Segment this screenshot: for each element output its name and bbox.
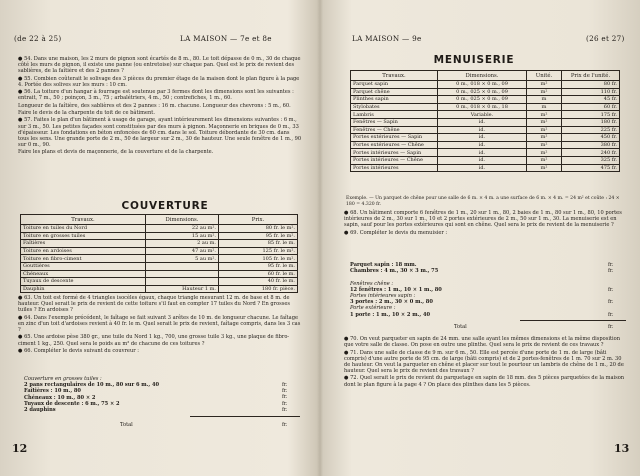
right-exercises-2 — [344, 336, 626, 389]
left-page — [0, 0, 316, 476]
exercise-63: ● 63. Un toit est formé de 4 triangles isocèles égaux, chaque triangle mesurant 12 m. de base et 8 m. de hauteur. Quel serait le prix de revient de cette toiture s'il faut en compter 17 tuiles du Nord ? En grosses tuiles ? En ardoises ? — [18, 295, 291, 314]
exercise-57: ● 57. Faites le plan d'un bâtiment à usage de garage, ayant intérieurement les dimensions suivantes : 6 m., sur 3 m., 50. Les petites façades sont constituées par des murs à pignon. Maçonnerie en briques de 0 m., 33 d'épaisseur. Les fondations en béton enfoncées de 60 cm. dans le sol. Toiture débordante de 30 cm. dans tous les sens. Une grande porte de 2 m., 50 de largeur sur 2 m., 30 de hauteur. Une seule fenêtre de 1 m., 90 sur 0 m., 90. — [18, 117, 302, 149]
devis-line: Chambres : 4 m., 30 × 3 m., 75 — [350, 268, 439, 275]
table-row — [351, 141, 620, 149]
cell: 2 au m. — [146, 240, 219, 248]
table-row — [351, 156, 620, 164]
col-prix-unite: Prix de l'unité. — [562, 71, 620, 81]
exercise-56-task: Faire le devis de la charpente du toit de ce bâtiment. — [18, 110, 155, 116]
cell: id. — [438, 149, 527, 157]
cell: m² — [527, 141, 562, 149]
cell: Plinthes sapin — [351, 96, 438, 104]
table-row — [21, 255, 298, 263]
cell: Portes intérieures — Chêne — [351, 156, 438, 164]
fr-label: fr. — [282, 394, 288, 401]
left-exercises-2 — [18, 295, 302, 355]
left-header-range: (de 22 à 25) — [14, 34, 62, 43]
cell: Toiture en fibro-ciment — [21, 255, 146, 263]
right-total-label: Total — [454, 324, 467, 330]
col-travaux: Travaux. — [21, 215, 146, 225]
cell: Portes extérieures — Sapin — [351, 134, 438, 142]
left-fr-column — [282, 382, 302, 413]
exercise-70: ● 70. On veut parqueter en sapin de 24 mm. une salle ayant les mêmes dimensions et la même disposition que votre salle de classe. On pose en outre une plinthe. Quel sera le prix de revient de ces travaux ? — [344, 336, 620, 349]
menuiserie-table — [350, 70, 620, 172]
devis-line: 2 dauphins — [24, 407, 56, 414]
cell: Hauteur 1 m. — [146, 285, 219, 293]
cell: 22 au m². — [146, 225, 219, 233]
cell: id. — [438, 118, 527, 126]
table-row — [21, 270, 298, 278]
fr-label: fr. — [608, 268, 614, 275]
cell: Portes intérieures — [351, 164, 438, 172]
table-row — [21, 262, 298, 270]
cell: 0 m., 018 × 0 m., 18 — [438, 103, 527, 111]
cell: Chéneaux — [21, 270, 146, 278]
table-row — [21, 247, 298, 255]
table-row — [351, 164, 620, 172]
cell: 0 m., 025 × 0 m., 09 — [438, 96, 527, 104]
fr-spacer — [608, 274, 628, 286]
cell: id. — [438, 141, 527, 149]
cell: Fenêtres — Chêne — [351, 126, 438, 134]
cell: Parquet chêne — [351, 88, 438, 96]
cell: 80 fr. — [562, 81, 620, 89]
cell: Variable. — [438, 111, 527, 119]
table-row — [21, 278, 298, 286]
exercise-56: ● 56. La toiture d'un hangar à fourrage est soutenue par 3 fermes dont les dimensions sont les suivantes : entrait, 7 m., 50 ; poinçon, 3 m., 75 ; arbalétriers, 4 m., 50 ; contrefiches, 1 m., 60. — [18, 89, 294, 102]
devis-heading: Couverture en grosses tuiles : — [24, 376, 102, 382]
table-row — [351, 149, 620, 157]
cell: id. — [438, 156, 527, 164]
devis-line: 1 porte : 1 m., 10 × 2 m., 40 — [350, 311, 431, 318]
table-row — [351, 81, 620, 89]
left-total-label: Total — [120, 422, 133, 428]
cell: 47 au m². — [146, 247, 219, 255]
cell: Toiture en grosses tuiles — [21, 232, 146, 240]
cell: 175 fr. — [562, 111, 620, 119]
fr-label: fr. — [608, 286, 614, 293]
devis-line: Portes intérieures sapin : — [350, 293, 416, 299]
cell: m² — [527, 88, 562, 96]
cell — [146, 270, 219, 278]
cell: m² — [527, 149, 562, 157]
cell: 60 fr. le m. — [219, 270, 298, 278]
exercise-72: ● 72. Quel serait le prix de revient du parquetage en sapin de 18 mm. des 5 pièces parquetées de la maison dont le plan figure à la page 4 ? On place des plinthes dans les 5 pièces. — [344, 375, 625, 388]
cell: 105 fr. le m². — [219, 255, 298, 263]
cell: m² — [527, 111, 562, 119]
cell: m² — [527, 81, 562, 89]
section-title-menuiserie: MENUISERIE — [433, 54, 515, 66]
cell: 475 fr. — [562, 164, 620, 172]
fr-label: fr. — [608, 311, 614, 318]
section-title-couverture: COUVERTURE — [121, 200, 209, 212]
devis-line: 2 pans rectangulaires de 10 m., 80 sur 6 m., 40 — [24, 382, 160, 389]
table-row — [351, 126, 620, 134]
fr-label: fr. — [282, 388, 288, 395]
table-row — [21, 285, 298, 293]
devis-subheading: Fenêtres chêne : — [350, 280, 394, 287]
table-row — [351, 134, 620, 142]
table-row — [351, 96, 620, 104]
cell: m — [527, 96, 562, 104]
col-dimensions: Dimensions. — [146, 215, 219, 225]
exercise-56-lengths: Longueur de la faîtière, des sablières et des 2 pannes : 16 m. chacune. Longueur des chevrons : 5 m., 60. — [18, 102, 291, 109]
devis-line: Porte extérieure : — [350, 305, 396, 312]
exercise-65: ● 65. Une ardoise pèse 380 gr., une tuile du Nord 1 kg., 700, une grosse tuile 3 kg., une plaque de fibro-ciment 1 kg., 250. Quel sera le poids au m² de chacune de ces toitures ? — [18, 334, 290, 347]
exercise-54: ● 54. Dans une maison, les 2 murs de pignon sont écartés de 8 m., 80. Le toit dépasse de 0 m., 30 de chaque côté les murs de pignon, il existe une panne (ou entretoise) sur chaque pan. Quel est le prix de revient des sablières, de la faîtière et des 2 pannes ? — [18, 56, 301, 75]
fr-label: fr. — [282, 406, 288, 413]
exercise-71: ● 71. Dans une salle de classe de 9 m. sur 6 m., 50. Elle est percée d'une porte de 1 m. de large (bâti compris) d'une autre porte de 95 cm. de large (bâti compris) et de 2 portes-fenêtres de 1 m. 70 sur 2 m. 30 de hauteur. On veut la parqueter en chêne et placer sur tout le pourtour un lambris de chêne de 1 m., 20 de hauteur. Quel sera le prix de revient des travaux ? — [344, 349, 624, 375]
total-rule — [190, 416, 300, 417]
cell: Toiture en tuiles du Nord — [21, 225, 146, 233]
right-exercises — [344, 210, 626, 237]
cell: 95 fr. le m². — [219, 232, 298, 240]
left-header-title: LA MAISON — 7e et 8e — [180, 34, 272, 43]
cell: 5 au m². — [146, 255, 219, 263]
left-total-fr: fr. — [282, 422, 288, 428]
col-prix: Prix. — [219, 215, 298, 225]
cell: m — [527, 103, 562, 111]
cell: id. — [438, 126, 527, 134]
exercise-68: ● 68. Un bâtiment comporte 6 fenêtres de 1 m., 20 sur 1 m., 80, 2 baies de 1 m., 80 sur 1 m., 80, 10 portes intérieures de 2 m., 30 sur 1 m., 10 et 2 portes extérieures de 2 m., 50 sur 1 m., 30. La menuiserie est en sapin, sauf pour les portes extérieures qui sont en chêne. Quel sera le prix de revient de la menuiserie ? — [344, 210, 622, 229]
cell: 40 fr. le m. — [219, 278, 298, 286]
cell: 450 fr. — [562, 134, 620, 142]
exemple-note: Exemple. — Un parquet de chêne pour une salle de 6 m. × 4 m. a une surface de 6 m. × 4 m. = 24 m² et coûte : 24 × 180 = 4.320 fr. — [346, 196, 620, 207]
cell: 180 fr. — [562, 118, 620, 126]
cell: Gouttières — [21, 262, 146, 270]
exercise-55: ● 55. Combien coûterait le solivage des 3 pièces du premier étage de la maison dont le plan figure à la page 4. Portée des solives sur les murs : 10 cm. — [18, 75, 300, 88]
devis-line: Tuyaux de descente : 6 m., 75 × 2 — [24, 400, 120, 407]
cell: m² — [527, 164, 562, 172]
couverture-table — [20, 214, 298, 293]
cell: 240 fr. — [562, 149, 620, 157]
right-header-title: LA MAISON — 9e — [352, 34, 422, 43]
fr-label: fr. — [608, 299, 614, 306]
table-row — [351, 118, 620, 126]
cell: m² — [527, 118, 562, 126]
table-row — [351, 103, 620, 111]
exercise-64: ● 64. Dans l'exemple précédent, le faîtage se fait suivant 3 arêtes de 10 m. de longueur chacune. Le faîtage en zinc d'un toit d'ardoises revient à 40 fr. le m. Quel serait le prix de revient, faîtage compris, dans les 3 cas ? — [18, 314, 301, 334]
cell: 60 fr. — [562, 103, 620, 111]
exercise-66: ● 66. Compléter le devis suivant du couvreur : — [18, 347, 139, 354]
left-exercises — [18, 56, 302, 157]
cell: m² — [527, 156, 562, 164]
right-devis — [350, 262, 590, 318]
cell: m² — [527, 134, 562, 142]
cell: Parquet sapin — [351, 81, 438, 89]
cell — [146, 262, 219, 270]
exercise-69: ● 69. Compléter le devis du menuisier : — [344, 229, 448, 236]
devis-line: Faîtières : 10 m., 80 — [24, 388, 81, 395]
cell: 85 fr. le m. — [219, 240, 298, 248]
cell: id. — [438, 164, 527, 172]
table-row — [351, 111, 620, 119]
cell: id. — [438, 134, 527, 142]
table-row — [351, 88, 620, 96]
right-page — [324, 0, 640, 476]
left-devis — [24, 376, 278, 413]
cell: Dauphin — [21, 285, 146, 293]
table-row — [21, 240, 298, 248]
devis-line: 3 portes : 2 m., 30 × 0 m., 80 — [350, 299, 433, 306]
cell — [146, 278, 219, 286]
cell: Faîtières — [21, 240, 146, 248]
cell: Toiture en ardoises — [21, 247, 146, 255]
devis-line: Parquet sapin : 18 mm. — [350, 262, 417, 268]
right-total-fr: fr. — [608, 324, 614, 330]
cell: Portes extérieures — Chêne — [351, 141, 438, 149]
cell: 180 fr. pièce. — [219, 285, 298, 293]
devis-line: 12 fenêtres : 1 m., 10 × 1 m., 80 — [350, 286, 442, 293]
cell: 225 fr. — [562, 126, 620, 134]
fr-label: fr. — [282, 382, 288, 388]
cell: Tuyaux de descente — [21, 278, 146, 286]
cell: Portes intérieures — Sapin — [351, 149, 438, 157]
col-dimensions: Dimensions. — [438, 71, 527, 81]
cell: 380 fr. — [562, 141, 620, 149]
devis-line: Chéneaux : 10 m., 80 × 2 — [24, 394, 96, 401]
right-header-range: (26 et 27) — [586, 34, 625, 43]
exercise-57-task: Faire les plans et devis de maçonnerie, de la couverture et de la charpente. — [18, 149, 214, 156]
fr-label: fr. — [282, 400, 288, 407]
fr-label: fr. — [608, 262, 614, 268]
cell: 95 fr. le m. — [219, 262, 298, 270]
cell: 15 au m². — [146, 232, 219, 240]
col-unite: Unité. — [527, 71, 562, 81]
right-fr-column — [608, 262, 628, 318]
cell: Lambris — [351, 111, 438, 119]
cell: Stylobates — [351, 103, 438, 111]
cell: 45 fr. — [562, 96, 620, 104]
cell: 0 m., 018 × 0 m., 09 — [438, 81, 527, 89]
right-page-number: 13 — [614, 442, 630, 455]
cell: 0 m., 025 × 0 m., 09 — [438, 88, 527, 96]
cell: 110 fr. — [562, 88, 620, 96]
cell: Fenêtres — Sapin — [351, 118, 438, 126]
cell: 80 fr. le m². — [219, 225, 298, 233]
cell: 325 fr. — [562, 156, 620, 164]
cell: m² — [527, 126, 562, 134]
left-page-number: 12 — [12, 442, 28, 455]
table-row — [21, 232, 298, 240]
cell: 125 fr. le m². — [219, 247, 298, 255]
col-travaux: Travaux. — [351, 71, 438, 81]
table-row — [21, 225, 298, 233]
total-rule — [520, 320, 626, 321]
